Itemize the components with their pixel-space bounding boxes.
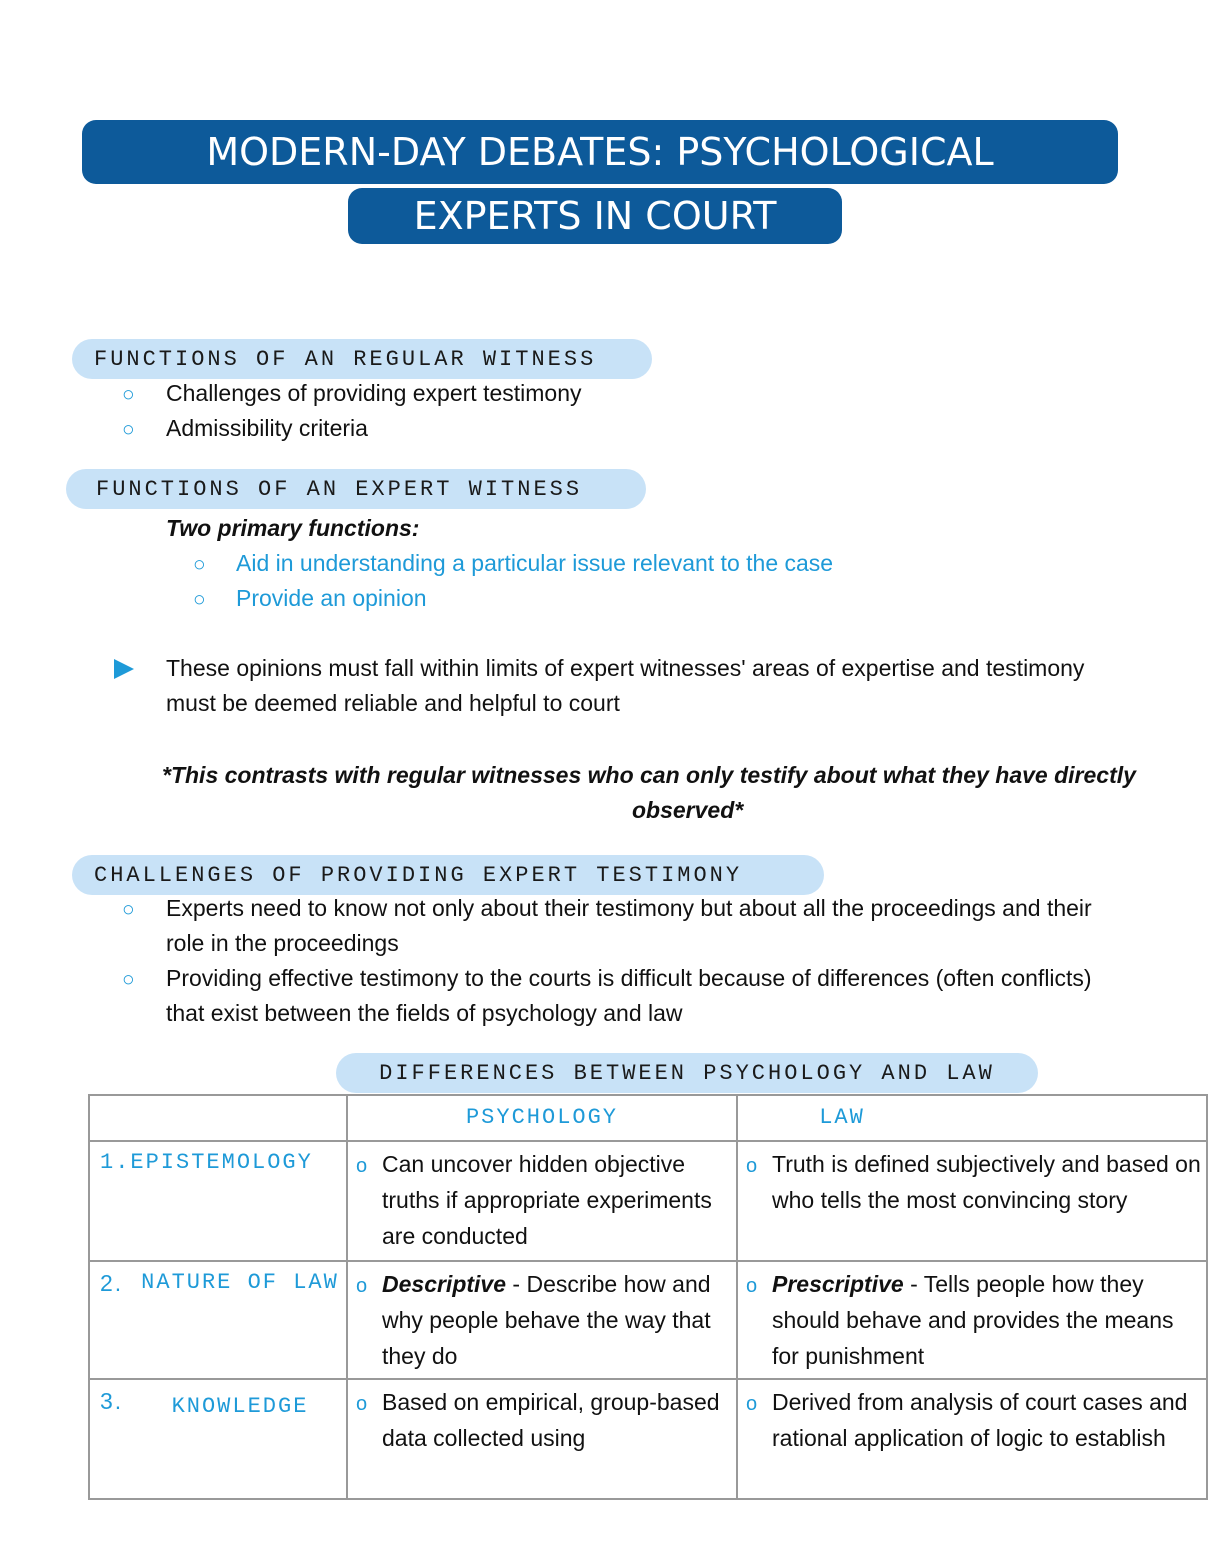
challenge-item-1-line-1: Experts need to know not only about their testimony but about all the proceedings and their [166,895,1092,921]
circle-bullet-icon: o [746,1155,758,1177]
table-row [89,1141,1207,1261]
cell-text: Derived from analysis of court cases and rational application of logic to establish [772,1389,1188,1451]
circle-bullet-icon: o [746,1393,758,1415]
row-label-nature-of-law [89,1261,347,1379]
circle-bullet-icon: o [746,1275,758,1297]
list-item: Provide an opinion [236,585,427,611]
row-label-text: NATURE OF LAW [141,1270,339,1295]
law-cell [737,1141,1207,1261]
section-heading-expert-witness: FUNCTIONS OF AN EXPERT WITNESS [66,469,646,509]
section-heading-regular-witness: FUNCTIONS OF AN REGULAR WITNESS [72,339,652,379]
expert-note-line-2: must be deemed reliable and helpful to court [166,690,620,716]
circle-bullet-icon: ○ [193,553,206,576]
table-row [89,1261,1207,1379]
row-label-text: KNOWLEDGE [171,1394,309,1419]
psychology-cell [347,1261,737,1379]
term-definition: - Describe how and why people behave the way that they do [382,1271,711,1369]
arrow-bullet-icon [114,659,134,679]
term-definition: - Tells people how they should behave and provides the means for punishment [772,1271,1174,1369]
cell-text [382,1266,732,1374]
row-label-knowledge [89,1379,347,1499]
list-item: Aid in understanding a particular issue relevant to the case [236,550,834,576]
row-label-epistemology [89,1141,347,1261]
psychology-cell [347,1379,737,1499]
circle-bullet-icon: o [356,1155,368,1177]
circle-bullet-icon: ○ [193,588,206,611]
cell-text: Can uncover hidden objective truths if appropriate experiments are conducted [382,1151,712,1249]
column-header-law: LAW [737,1095,1207,1141]
list-item: Challenges of providing expert testimony [166,380,582,406]
contrast-note-line-2: observed* [632,797,744,823]
row-number: 1. [100,1150,131,1175]
page-title-line-1: MODERN-DAY DEBATES: PSYCHOLOGICAL [82,120,1118,184]
list-item: Admissibility criteria [166,415,368,441]
differences-table-viewport [0,1094,1201,1451]
expert-note-line-1: These opinions must fall within limits of expert witnesses' areas of expertise and testimony [166,655,1085,681]
cell-text: Based on empirical, group-based data collected using [382,1389,720,1451]
table-corner-cell [89,1095,347,1141]
cell-text [772,1266,1202,1374]
differences-heading: DIFFERENCES BETWEEN PSYCHOLOGY AND LAW [336,1053,1038,1093]
psychology-cell [347,1141,737,1261]
table-row [89,1379,1207,1499]
circle-bullet-icon: ○ [122,968,135,991]
table-header-row [89,1095,1207,1141]
term-descriptive: Descriptive [382,1271,507,1297]
row-number: 3. [100,1388,124,1414]
law-cell [737,1379,1207,1499]
contrast-note-line-1: *This contrasts with regular witnesses who can only testify about what they have directly [162,762,1136,788]
section-heading-challenges: CHALLENGES OF PROVIDING EXPERT TESTIMONY [72,855,824,895]
circle-bullet-icon: ○ [122,898,135,921]
circle-bullet-icon: ○ [122,418,135,441]
functions-intro: Two primary functions: [166,515,420,541]
circle-bullet-icon: ○ [122,383,135,406]
challenge-item-1-line-2: role in the proceedings [166,930,399,956]
column-header-psychology: PSYCHOLOGY [347,1095,737,1141]
page-title-line-2: EXPERTS IN COURT [348,188,842,244]
row-number: 2. [100,1270,124,1296]
challenge-item-2-line-1: Providing effective testimony to the courts is difficult because of differences (often conflicts) [166,965,1092,991]
circle-bullet-icon: o [356,1393,368,1415]
circle-bullet-icon: o [356,1275,368,1297]
term-prescriptive: Prescriptive [772,1271,904,1297]
cell-text: Truth is defined subjectively and based on who tells the most convincing story [772,1151,1201,1213]
law-cell [737,1261,1207,1379]
row-label-text: EPISTEMOLOGY [130,1150,313,1175]
challenge-item-2-line-2: that exist between the fields of psychology and law [166,1000,683,1026]
differences-table [88,1094,1208,1500]
